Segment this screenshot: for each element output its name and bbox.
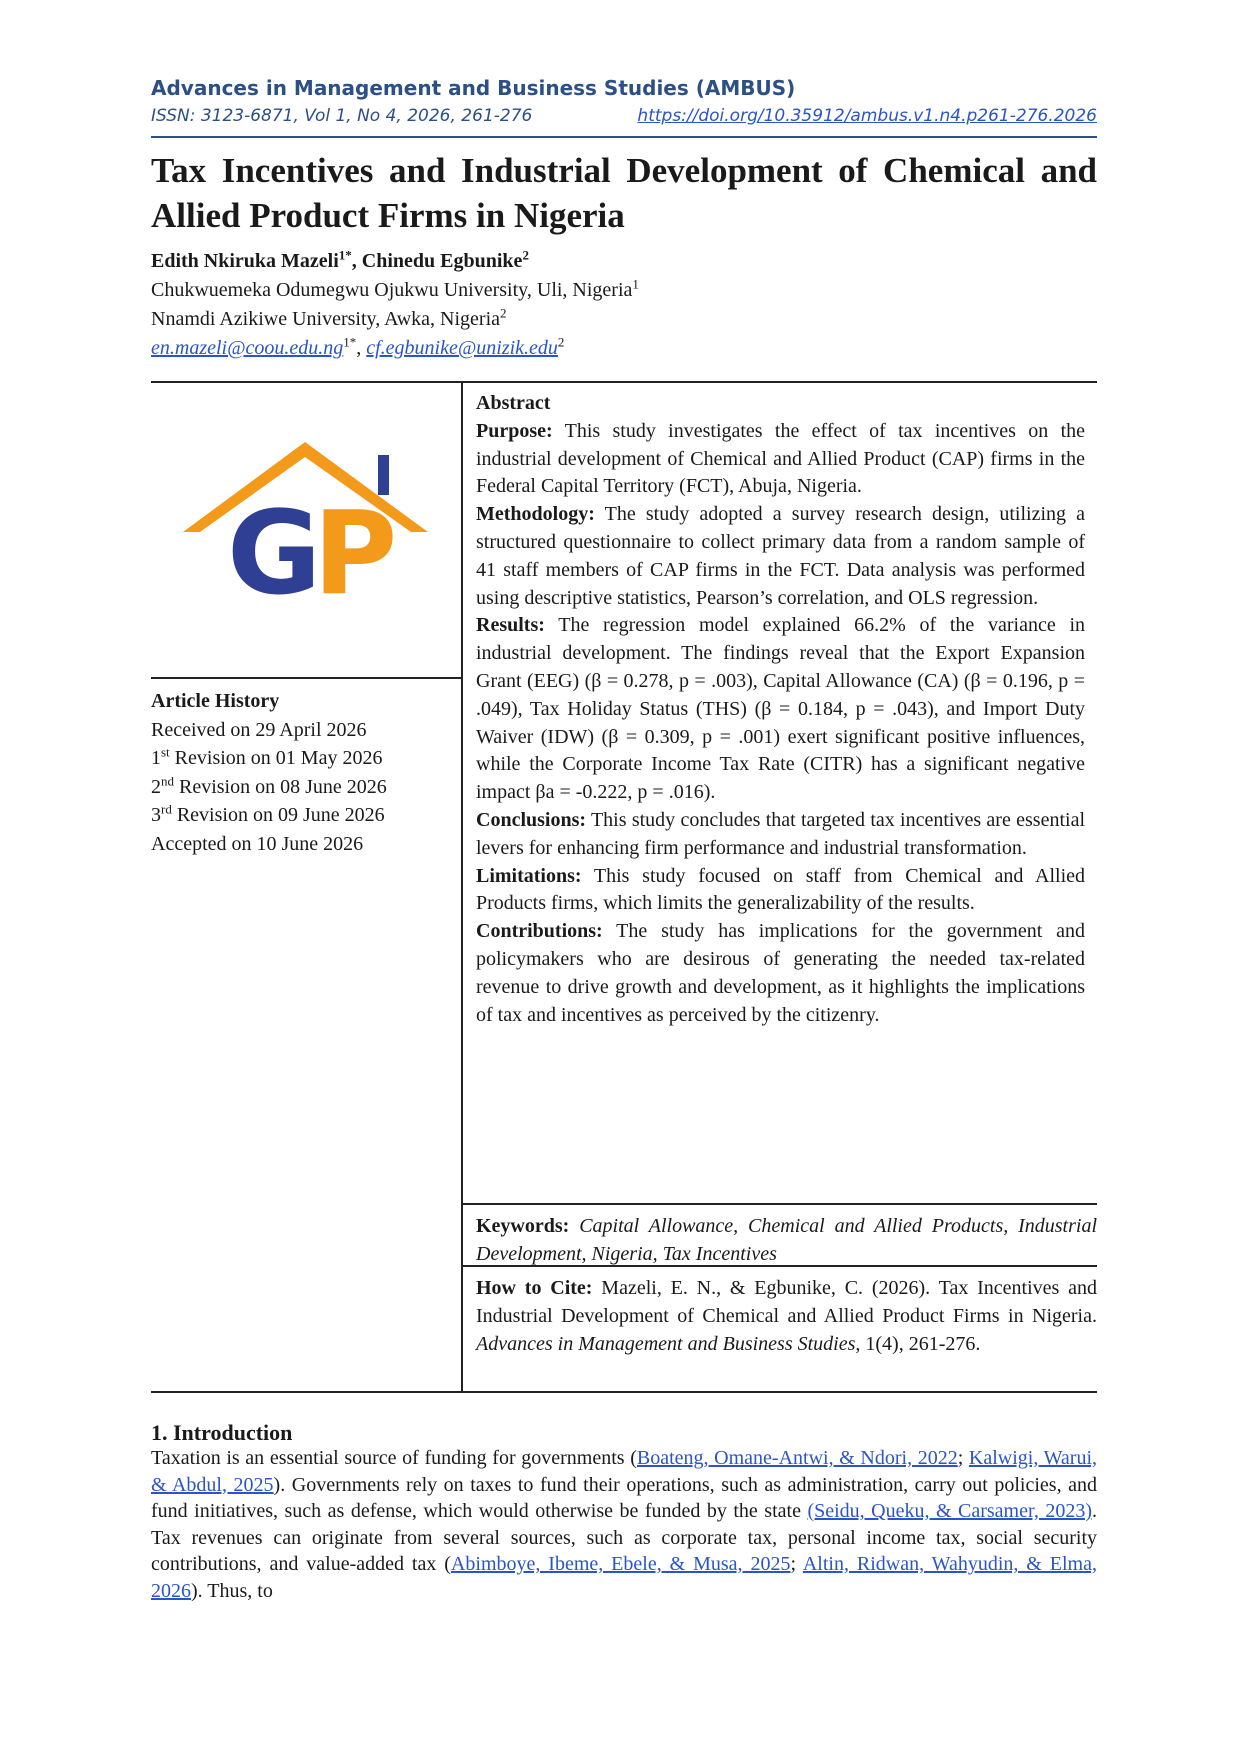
history-revision-2: 2nd Revision on 08 June 2026 (151, 772, 387, 798)
citation-link[interactable]: (Seidu, Queku, & Carsamer, 2023) (807, 1500, 1093, 1523)
citation-link[interactable]: Abimboye, Ibeme, Ebele, & Musa, 2025 (450, 1553, 791, 1576)
author-name: Chinedu Egbunike (361, 250, 523, 272)
abstract-heading: Abstract (476, 392, 551, 414)
intro-paragraph: Taxation is an essential source of funding for governments (Boateng, Omane-Antwi, & Ndori, 2022; Kalwigi, Warui, & Abdul, 2025). Governments rely on taxes to fund their operations, such as administration, carry out policies, and fund initiatives, such as defense, which would otherwise be funded by the state (Seidu, Queku, & Carsamer, 2023). Tax revenues can originate from several sources, such as corporate tax, personal income tax, social security contributions, and value-added tax (Abimboye, Ibeme, Ebele, & Musa, 2025; Altin, Ridwan, Wahyudin, & Elma, 2026). Thus, to (151, 1447, 1098, 1602)
email-sup: 1* (343, 334, 357, 350)
affiliation-sup: 1 (632, 276, 639, 292)
history-received: Received on 29 April 2026 (151, 718, 367, 741)
cite-journal: Advances in Management and Business Studies (476, 1332, 856, 1355)
emails-line (151, 334, 565, 360)
abstract-purpose: Purpose: This study investigates the effect of tax incentives on the industrial development of Chemical and Allied Product (CAP) firms in the Federal Capital Territory (FCT), Abuja, Nigeria. (476, 419, 1086, 498)
email-separator: , (356, 337, 367, 359)
journal-title: Advances in Management and Business Studies (AMBUS) (151, 76, 796, 100)
logo-g-letter: G (227, 487, 322, 597)
history-title: Article History (151, 690, 280, 712)
article-history (151, 687, 451, 858)
gp-logo-icon (183, 437, 428, 597)
author-sup: 1* (338, 247, 352, 263)
citation-link[interactable]: Altin, Ridwan, Wahyudin, & Elma, 2026 (151, 1553, 1097, 1602)
email-link[interactable]: en.mazeli@coou.edu.ng (151, 337, 344, 359)
cite-label: How to Cite: (476, 1277, 593, 1299)
abstract (476, 390, 1085, 1029)
keywords (476, 1213, 1097, 1269)
author-separator: , (351, 250, 362, 272)
frame-bottom-rule (151, 1391, 1097, 1393)
how-to-cite (476, 1275, 1097, 1358)
affiliation-name: Chukwuemeka Odumegwu Ojukwu University, Uli, Nigeria (151, 279, 633, 301)
issn-text: ISSN: 3123-6871, Vol 1, No 4, 2026, 261-276 (151, 106, 533, 126)
doi-link[interactable]: https://doi.org/10.35912/ambus.v1.n4.p261-276.2026 (637, 106, 1097, 126)
left-column-rule (151, 677, 462, 679)
keywords-rule (462, 1203, 1097, 1205)
frame-top-rule (151, 381, 1097, 383)
abstract-contributions: Contributions: The study has implications for the government and policymakers who are desirous of generating the needed tax-related revenue to drive growth and development, as it highlights the implications of tax and incentives as perceived by the citizenry. (476, 920, 1085, 1026)
affiliation-line (151, 276, 639, 302)
column-divider (461, 381, 463, 1393)
abstract-limitations: Limitations: This study focused on staff from Chemical and Allied Products firms, which limits the generalizability of the results. (476, 864, 1085, 915)
history-accepted: Accepted on 10 June 2026 (151, 832, 364, 855)
keywords-label: Keywords: (476, 1215, 570, 1237)
issn-line (151, 106, 1097, 126)
publisher-logo (183, 437, 428, 597)
email-sup: 2 (557, 334, 565, 350)
email-link[interactable]: cf.egbunike@unizik.edu (366, 337, 558, 359)
authors-line (151, 247, 529, 273)
cite-text: Mazeli, E. N., & Egbunike, C. (2026). Tax Incentives and Industrial Development of Chemical and Allied Product Firms in Nigeria. (476, 1277, 1098, 1327)
header-rule (151, 136, 1097, 138)
paper-title: Tax Incentives and Industrial Development of Chemical and Allied Product Firms in Nigeria (151, 151, 1097, 235)
abstract-results: Results: The regression model explained 66.2% of the variance in industrial development. The findings reveal that the Export Expansion Grant (EEG) (β = 0.278, p = .003), Capital Allowance (CA) (β = 0.196, p = .049), Tax Holiday Status (THS) (β = 0.184, p = .043), and Import Duty Waiver (IDW) (β = 0.309, p = .001) exert significant positive influences, while the Corporate Income Tax Rate (CITR) has a significant negative impact βa = -0.222, p = .016). (476, 614, 1086, 804)
intro-heading: 1. Introduction (151, 1420, 293, 1445)
author-name: Edith Nkiruka Mazeli (151, 250, 339, 272)
affiliation-line (151, 305, 507, 331)
affiliation-sup: 2 (500, 305, 507, 321)
citation-link[interactable]: Boateng, Omane-Antwi, & Ndori, 2022 (636, 1447, 958, 1469)
abstract-methodology: Methodology: The study adopted a survey research design, utilizing a structured questionnaire to collect primary data from a random sample of 41 staff members of CAP firms in the FCT. Data analysis was performed using descriptive statistics, Pearson’s correlation, and OLS regression. (476, 503, 1086, 609)
keywords-text: Capital Allowance, Chemical and Allied Products, Industrial Development, Nigeria, Tax Incentives (476, 1215, 1098, 1265)
cite-volume: , 1(4), 261-276. (855, 1332, 981, 1355)
abstract-conclusions: Conclusions: This study concludes that targeted tax incentives are essential levers for enhancing firm performance and industrial transformation. (476, 808, 1086, 859)
citation-link[interactable]: Kalwigi, Warui, & Abdul, 2025 (151, 1447, 1098, 1496)
author-sup: 2 (522, 247, 529, 263)
history-revision-1: 1st Revision on 01 May 2026 (151, 744, 383, 769)
history-revision-3: 3rd Revision on 09 June 2026 (151, 801, 385, 826)
affiliation-name: Nnamdi Azikiwe University, Awka, Nigeria (151, 308, 501, 330)
logo-p-letter: P (313, 487, 398, 597)
